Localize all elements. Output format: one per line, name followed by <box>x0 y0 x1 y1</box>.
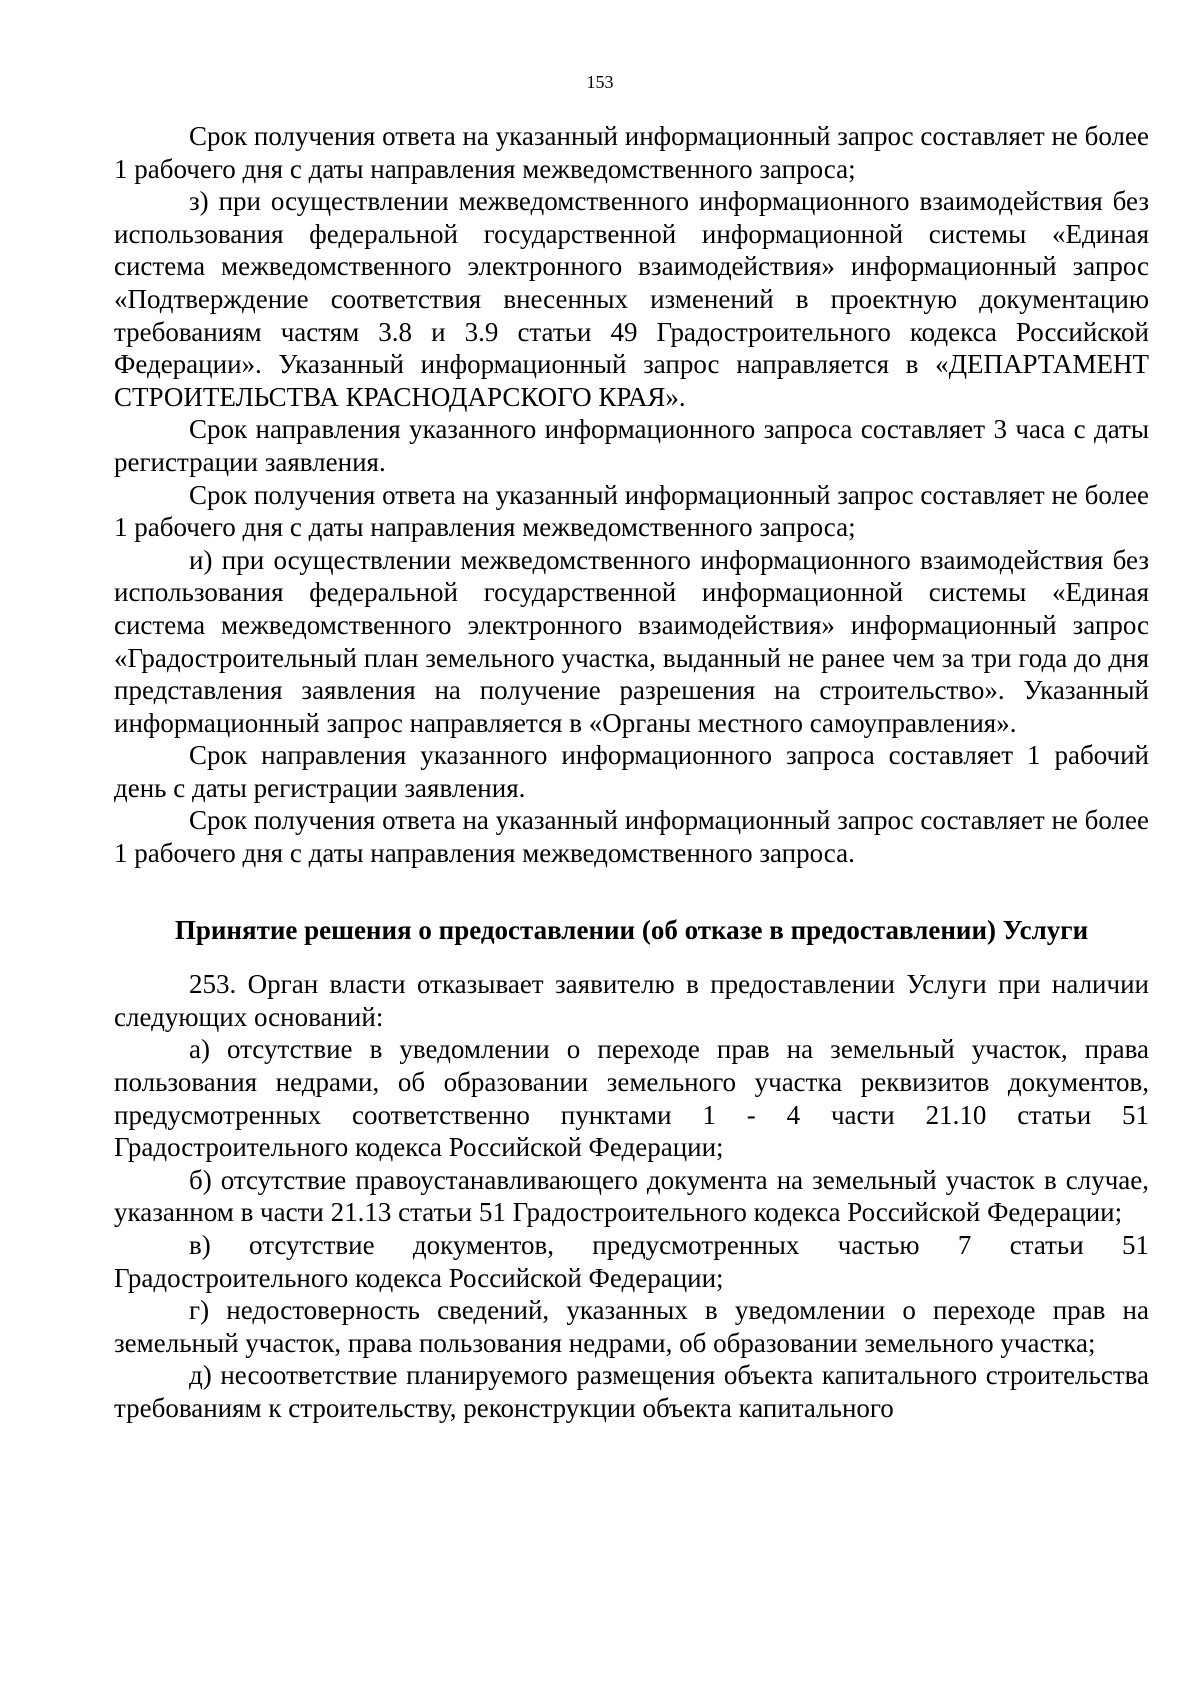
paragraph: г) недостоверность сведений, указанных в уведомлении о переходе прав на земельный участок, права пользования недрами, об образовании земельного участка; <box>114 1295 1149 1358</box>
paragraph: в) отсутствие документов, предусмотренных частью 7 статьи 51 Градостроительного кодекса Российской Федерации; <box>114 1230 1149 1293</box>
paragraph: Срок направления указанного информационного запроса составляет 3 часа с даты регистрации заявления. <box>114 414 1149 477</box>
document-body <box>114 120 1149 1425</box>
paragraph: б) отсутствие правоустанавливающего документа на земельный участок в случае, указанном в части 21.13 статьи 51 Градостроительного кодекса Российской Федерации; <box>114 1164 1149 1228</box>
paragraph: Срок получения ответа на указанный информационный запрос составляет не более 1 рабочего дня с даты направления межведомственного запроса; <box>114 479 1149 543</box>
paragraph: Срок получения ответа на указанный информационный запрос составляет не более 1 рабочего дня с даты направления межведомственного запроса; <box>114 121 1149 184</box>
paragraph: Срок получения ответа на указанный информационный запрос составляет не более 1 рабочего дня с даты направления межведомственного запроса. <box>114 805 1149 869</box>
section-heading: Принятие решения о предоставлении (об отказе в предоставлении) Услуги <box>174 914 1089 945</box>
page-number: 153 <box>586 72 614 92</box>
paragraph: а) отсутствие в уведомлении о переходе прав на земельный участок, права пользования недрами, об образовании земельного участка реквизитов документов, предусмотренных соответственно пунктами 1 - 4 части 21.10 статьи 51 Градостроительного кодекса Российской Федерации; <box>114 1034 1149 1163</box>
paragraph: Срок направления указанного информационного запроса составляет 1 рабочий день с даты регистрации заявления. <box>114 740 1149 803</box>
paragraph: 253. Орган власти отказывает заявителю в предоставлении Услуги при наличии следующих оснований: <box>114 969 1149 1032</box>
paragraph: д) несоответствие планируемого размещения объекта капитального строительства требованиям к строительству, реконструкции объекта капитального <box>114 1360 1149 1423</box>
paragraph: з) при осуществлении межведомственного информационного взаимодействия без использования федеральной государственной информационной системы «Единая система межведомственного электронного взаимодействия» информационный запрос «Подтверждение соответствия внесенных изменений в проектную документацию требованиям частям 3.8 и 3.9 статьи 49 Градостроительного кодекса Российской Федерации». Указанный информационный запрос направляется в «ДЕПАРТАМЕНТ СТРОИТЕЛЬСТВА КРАСНОДАРСКОГО КРАЯ». <box>114 186 1149 412</box>
paragraph: и) при осуществлении межведомственного информационного взаимодействия без использования федеральной государственной информационной системы «Единая система межведомственного электронного взаимодействия» информационный запрос «Градостроительный план земельного участка, выданный не ранее чем за три года до дня представления заявления на получение разрешения на строительство». Указанный информационный запрос направляется в «Органы местного самоуправления». <box>114 544 1149 738</box>
